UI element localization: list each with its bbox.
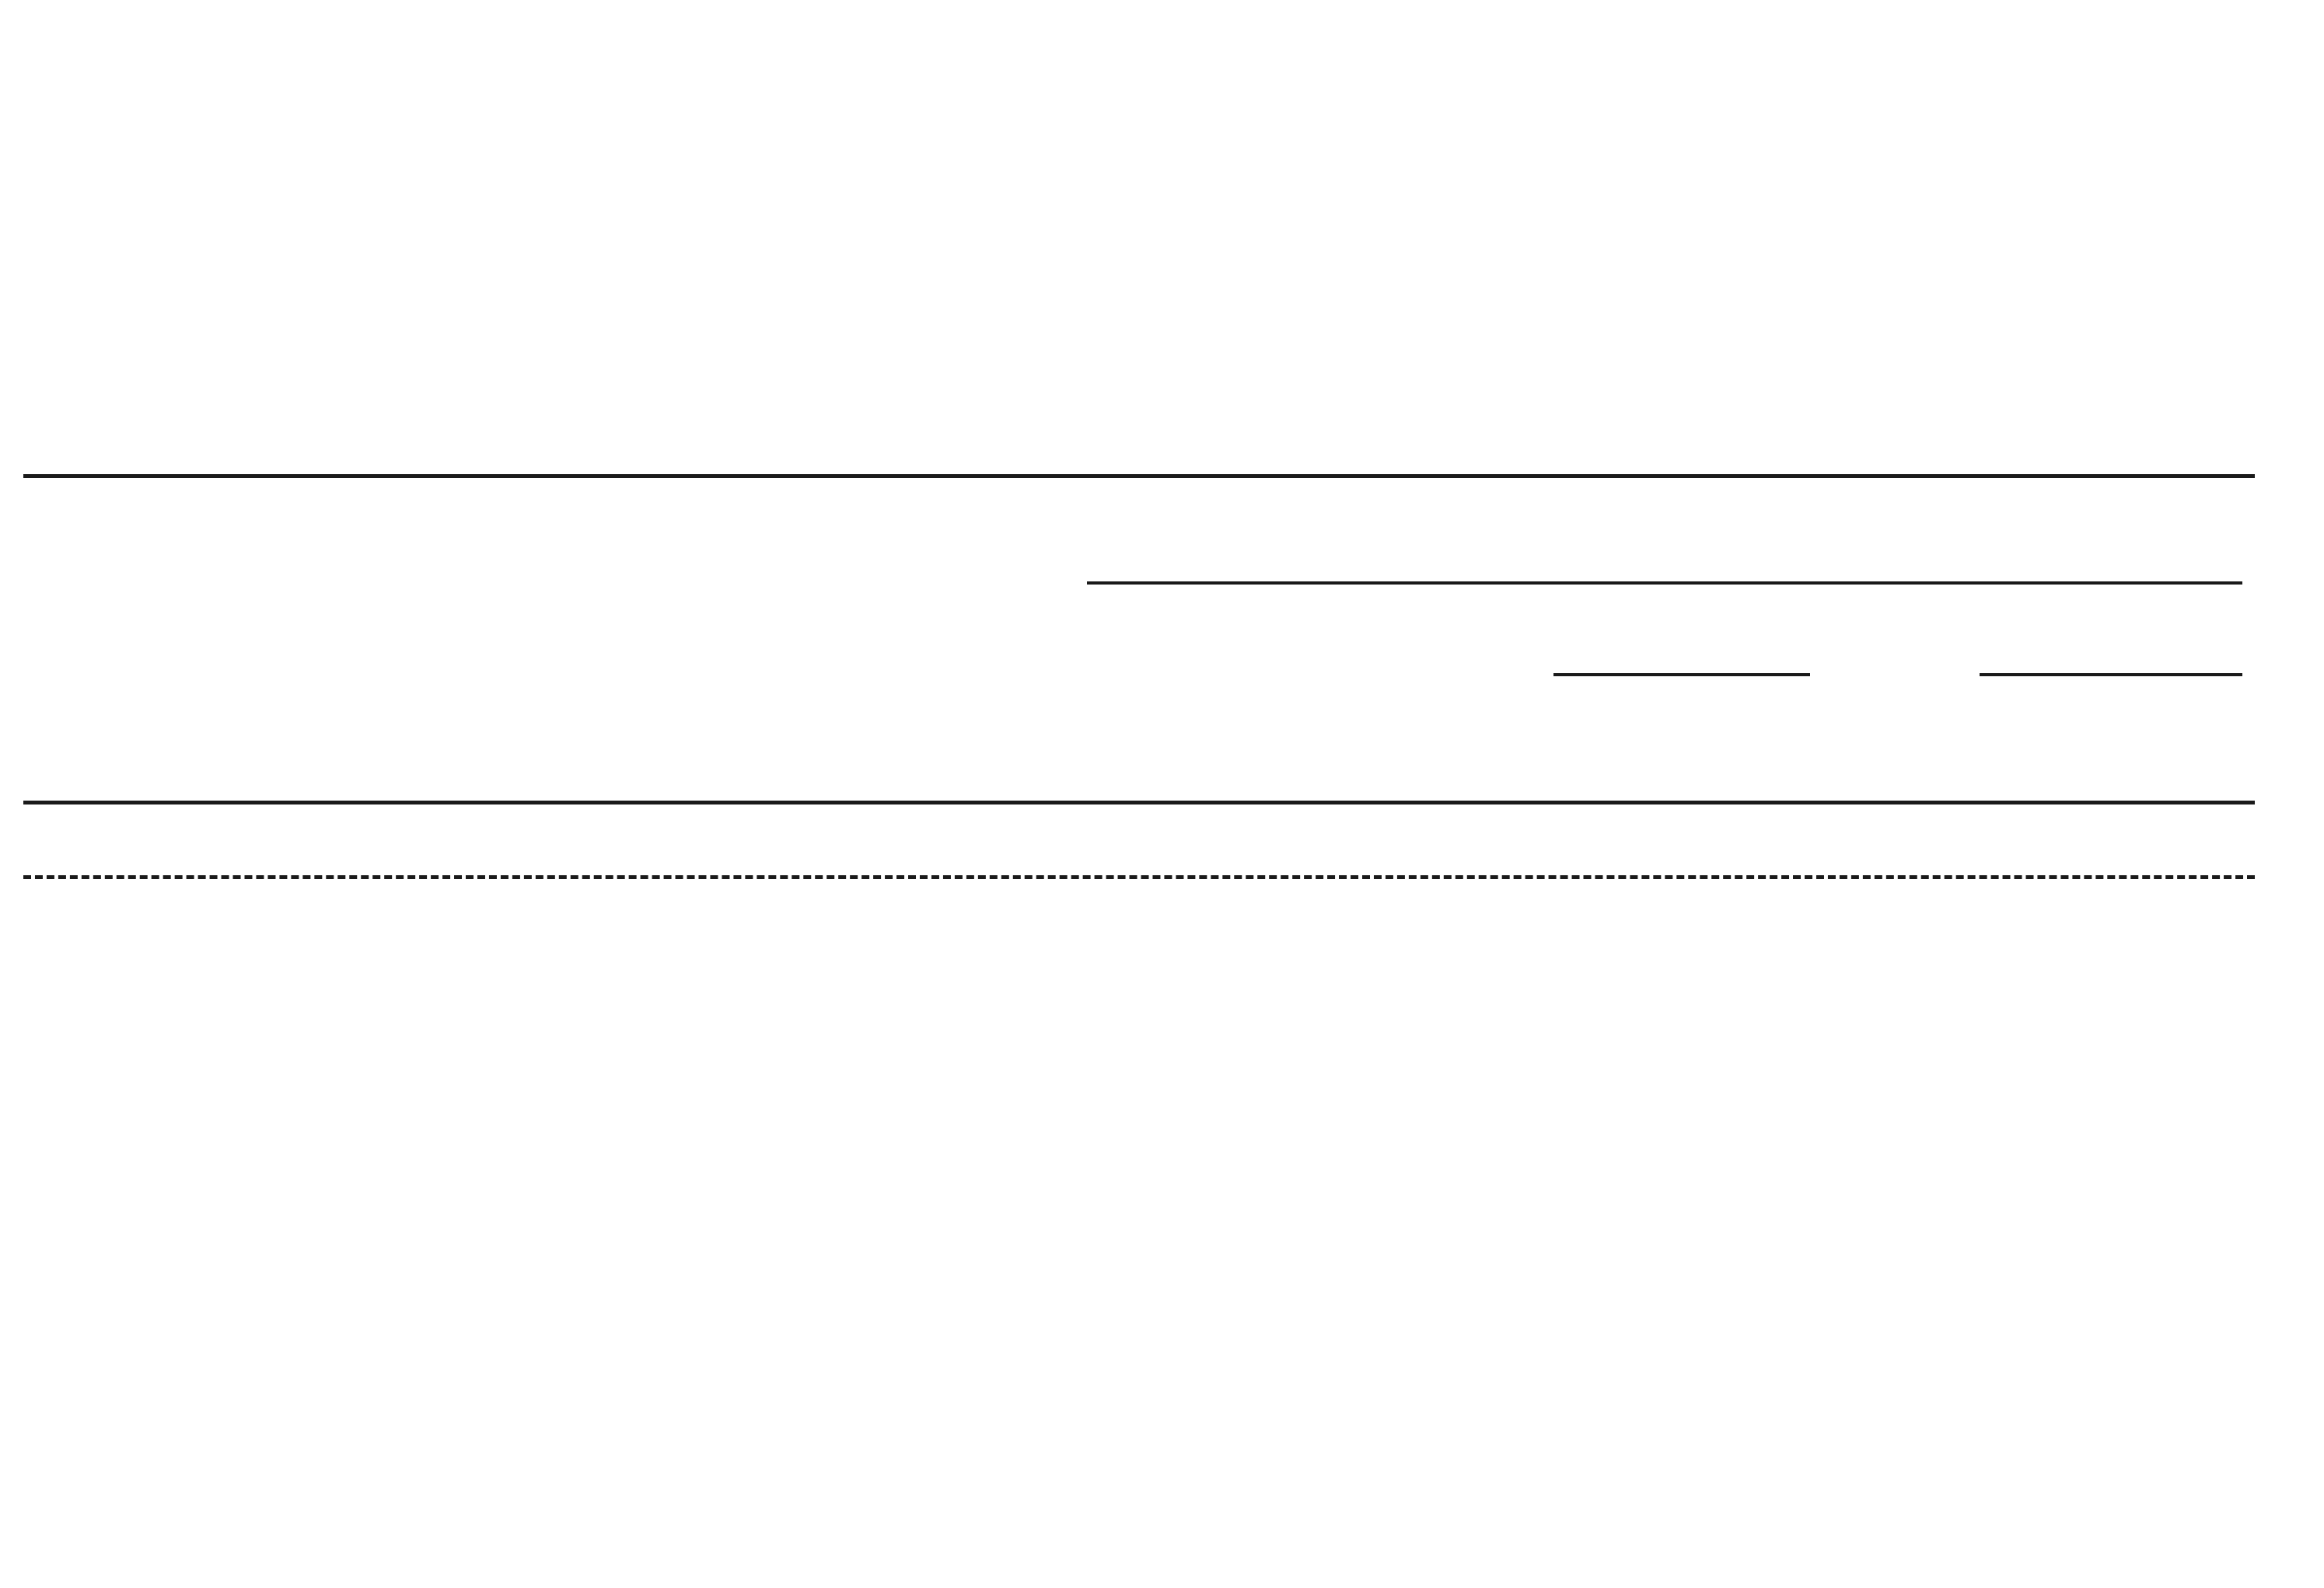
header-mid-rule [1087, 581, 2242, 585]
table-top-rule [23, 474, 2255, 478]
col-numbers-dashed-rule [23, 875, 2255, 879]
total-install-rule [1980, 673, 2242, 676]
unit-install-rule [1553, 673, 1810, 676]
header-bottom-rule [23, 801, 2255, 804]
